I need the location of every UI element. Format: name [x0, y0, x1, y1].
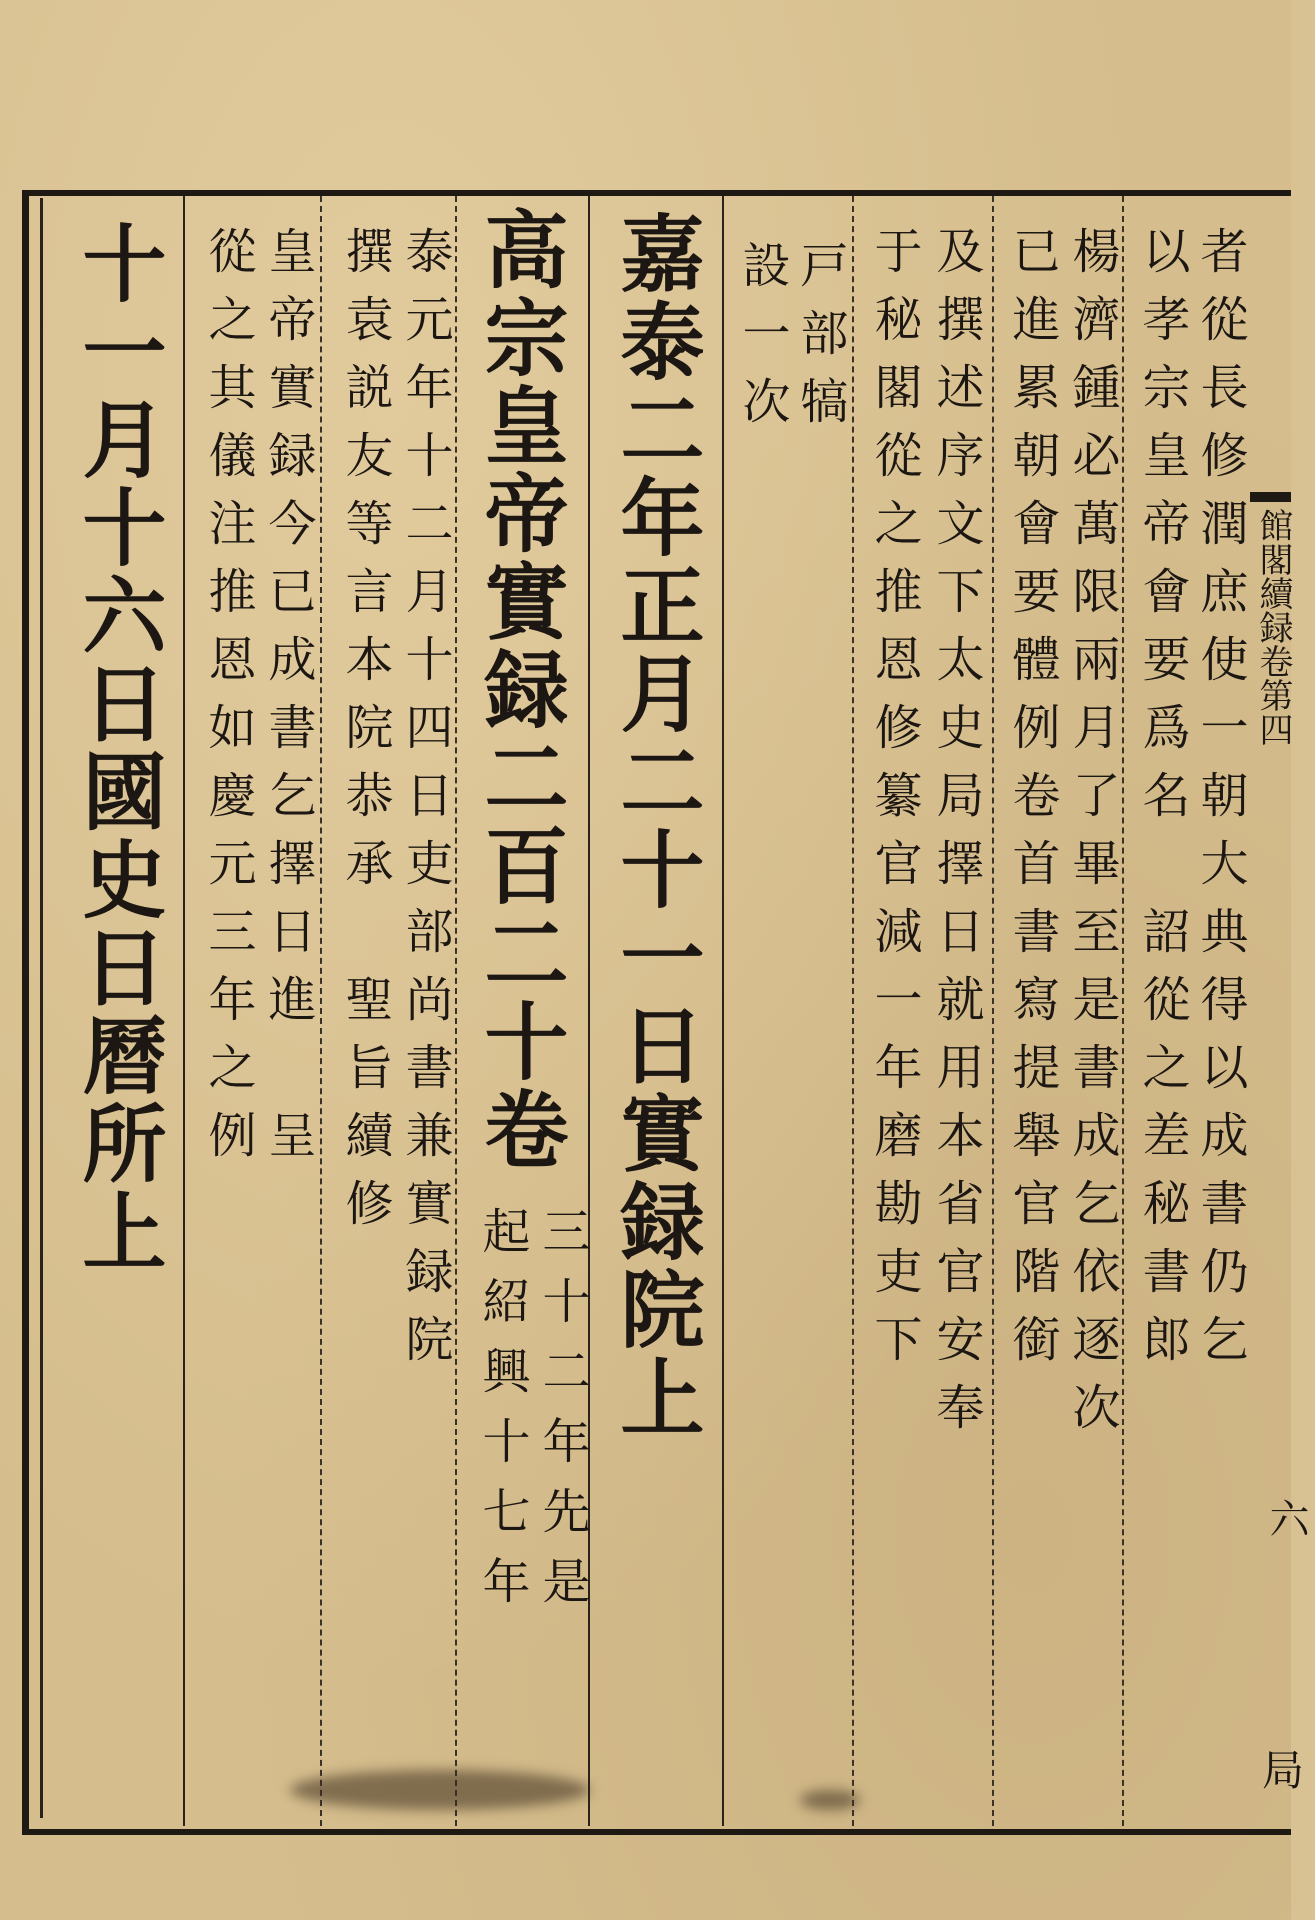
folio-number: 六 — [1263, 1498, 1309, 1538]
annotation-column: 三十二年先是 — [534, 1206, 590, 1626]
column-rule — [852, 196, 854, 1826]
text-column: 以孝宗皇帝會要爲名 詔從之差秘書郎 — [1134, 226, 1190, 1382]
column-rule — [320, 196, 322, 1826]
column-rule — [1122, 196, 1124, 1826]
ink-stain — [800, 1790, 860, 1810]
text-column: 已進累朝會要體例卷首書寫提舉官階銜 — [1004, 226, 1060, 1382]
book-title-margin: 館閣續録卷第四 — [1253, 508, 1293, 746]
text-column: 高宗皇帝實録二百二十卷 — [471, 206, 570, 1174]
text-column: 及撰述序文下太史局擇日就用本省官安奉 — [928, 226, 984, 1450]
text-column: 泰元年十二月十四日吏部尚書兼實録院 — [397, 226, 453, 1382]
annotation-column: 起紹興十七年 — [474, 1206, 530, 1626]
text-column: 于秘閣從之推恩修纂官減一年磨勘吏下 — [866, 226, 922, 1382]
text-column: 撰袁説友等言本院恭承 聖旨續修 — [337, 226, 393, 1246]
column-rule — [183, 196, 185, 1826]
column-rule — [992, 196, 994, 1826]
text-column: 戸部犒 — [792, 240, 848, 444]
fishtail-mark — [1250, 492, 1291, 502]
text-column: 嘉泰二年正月二十一日實録院上 — [607, 210, 706, 1442]
column-rule — [722, 196, 724, 1826]
text-column: 皇帝實録今已成書乞擇日進 呈 — [260, 226, 316, 1178]
text-column: 楊濟鍾必萬限兩月了畢至是書成乞依逐次 — [1064, 226, 1120, 1450]
ink-stain — [290, 1770, 590, 1810]
text-column: 從之其儀注推恩如慶元三年之例 — [200, 226, 256, 1178]
column-rule — [455, 196, 457, 1826]
inner-border-line — [40, 198, 43, 1818]
text-column: 者從長修潤庶使一朝大典得以成書仍乞 — [1192, 226, 1248, 1382]
carver-mark: 局 — [1256, 1748, 1305, 1790]
text-column: 設一次 — [734, 240, 790, 444]
text-column: 十一月十六日國史日曆所上 — [69, 220, 168, 1276]
